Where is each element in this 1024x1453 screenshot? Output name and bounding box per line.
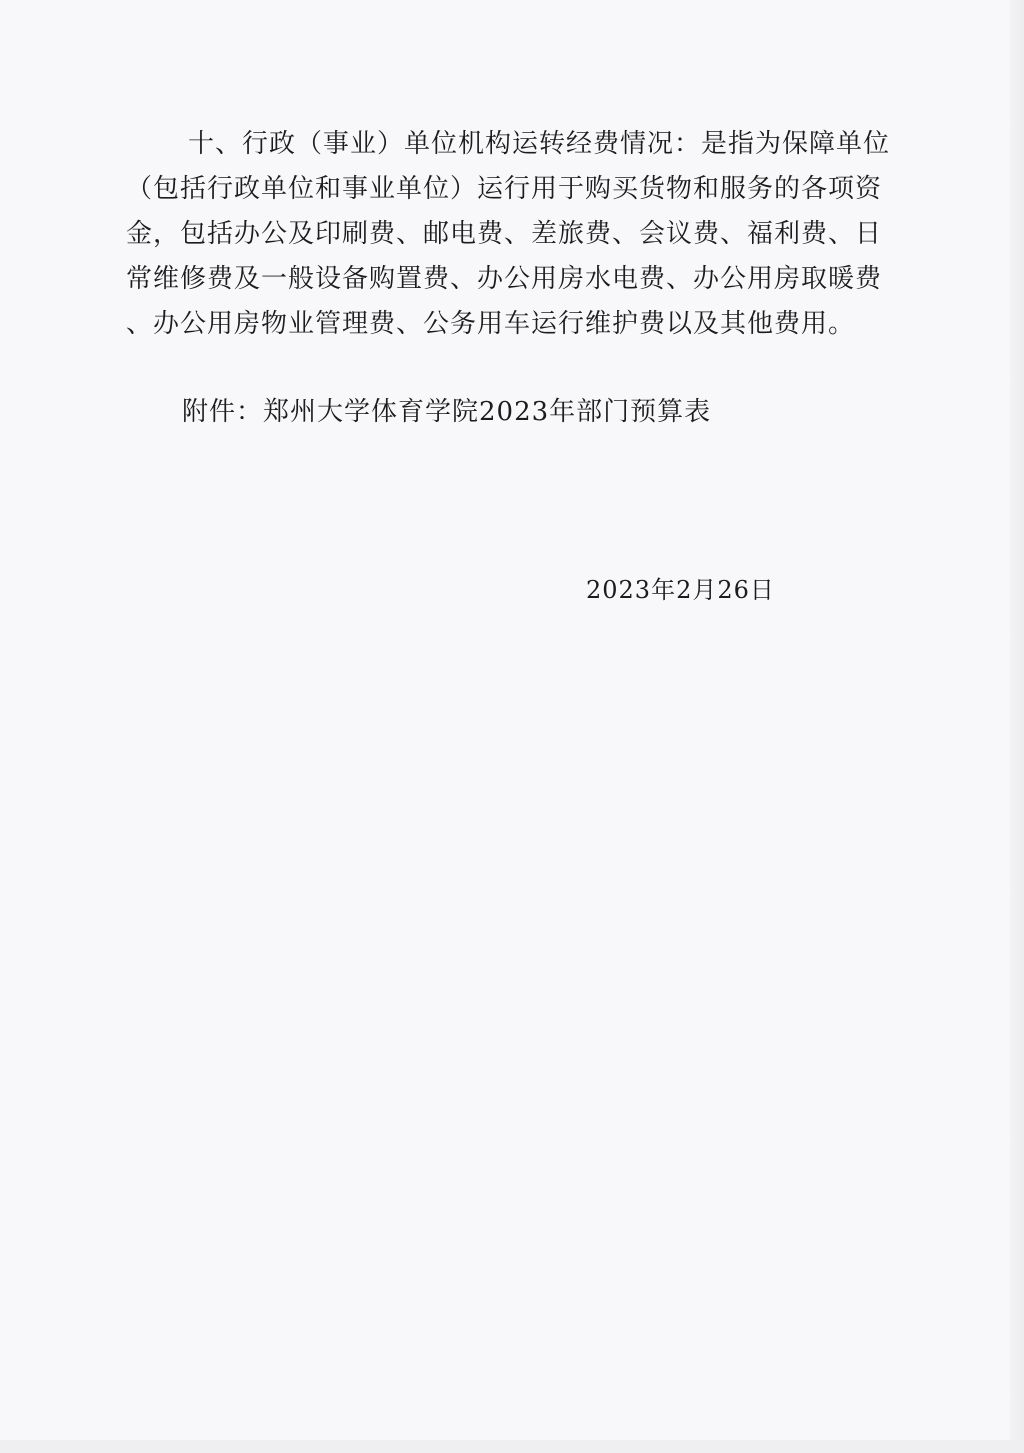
section-ten-paragraph — [126, 122, 911, 347]
attachment-note: 附件：郑州大学体育学院2023年部门预算表 — [182, 397, 712, 427]
paragraph-line: （包括行政单位和事业单位）运行用于购买货物和服务的各项资 — [126, 174, 883, 204]
scan-edge-bottom — [0, 1440, 1024, 1453]
paragraph-line: 常维修费及一般设备购置费、办公用房水电费、办公用房取暖费 — [126, 264, 883, 294]
paragraph-line: 、办公用房物业管理费、公务用车运行维护费以及其他费用。 — [126, 309, 856, 339]
scan-edge-right — [1010, 0, 1024, 1453]
paragraph-line: 金，包括办公及印刷费、邮电费、差旅费、会议费、福利费、日 — [126, 219, 883, 249]
paragraph-line: 十、行政（事业）单位机构运转经费情况：是指为保障单位 — [188, 129, 891, 159]
document-date: 2023年2月26日 — [586, 576, 775, 604]
